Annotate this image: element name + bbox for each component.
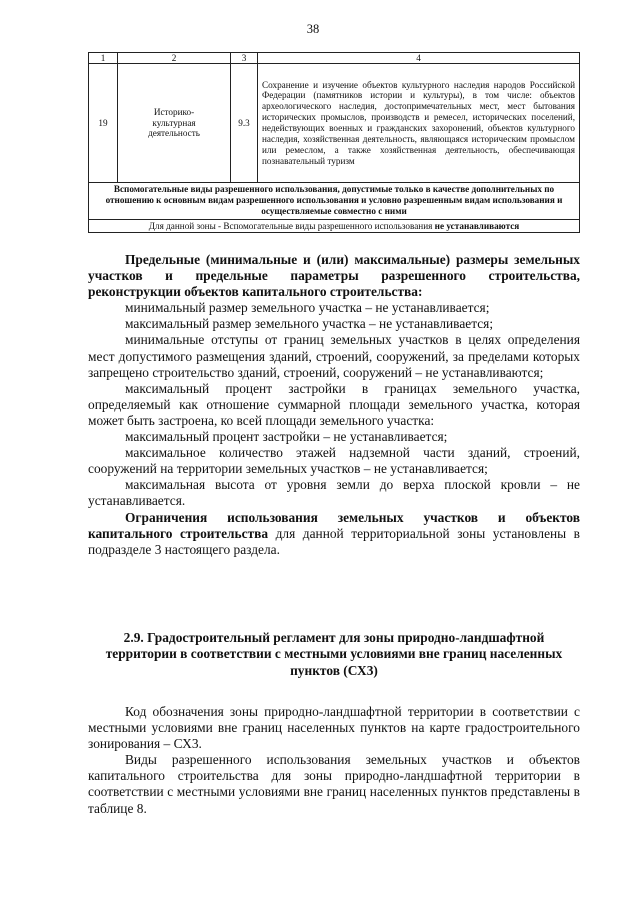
limits-item: минимальные отступы от границ земельных участков в целях определения мест допустимого размещения зданий, строений, сооружений, за пределами которых запрещено строительство зданий, строений, сооружений – не устанавливаются; (88, 332, 580, 380)
aux-uses-note (89, 219, 580, 232)
restrictions-rest: для данной территориальной зоны установлены в подразделе 3 настоящего раздела. (88, 525, 581, 557)
restrictions-paragraph (88, 510, 580, 558)
col-number-4: 4 (258, 53, 580, 64)
section-paragraph: Виды разрешенного использования земельных участков и объектов капитального строительства для зоны природно-ландшафтной территории в соответствии с местными условиями вне границ населенных пунктов представлены в таблице 8. (88, 752, 580, 816)
table-row (89, 64, 580, 183)
section-body (88, 704, 580, 817)
table-header-row (89, 53, 580, 64)
col-number-2: 2 (118, 53, 231, 64)
limits-item: минимальный размер земельного участка – не устанавливается; (125, 300, 490, 316)
row-number: 19 (89, 64, 118, 183)
col-number-1: 1 (89, 53, 118, 64)
page-number: 38 (306, 22, 320, 36)
aux-note-prefix: Для данной зоны - Вспомогательные виды разрешенного использования (148, 220, 435, 231)
limits-item: максимальный размер земельного участка – не устанавливается; (125, 316, 494, 332)
col-number-3: 3 (231, 53, 258, 64)
restrictions-bold: Ограничения использования земельных участков и объектов капитального строительства (88, 509, 580, 541)
limits-item: максимальный процент застройки – не устанавливается; (125, 429, 448, 445)
aux-header-row (89, 183, 580, 220)
section-heading: 2.9. Градостроительный регламент для зоны природно-ландшафтной территории в соответствии с местными условиями вне границ населенных пунктов (СХ3) (105, 630, 563, 678)
aux-note-row (89, 219, 580, 232)
aux-note-bold: не устанавливаются (434, 220, 520, 231)
limits-item: максимальное количество этажей надземной части зданий, строений, сооружений на территории земельных участков – не устанавливается; (88, 445, 580, 477)
limits-item: максимальная высота от уровня земли до верха плоской кровли – не устанавливается. (88, 477, 580, 509)
section-paragraph: Код обозначения зоны природно-ландшафтной территории в соответствии с местными условиями вне границ населенных пунктов на карте градостроительного зонирования – СХ3. (88, 704, 580, 752)
use-type-description: Сохранение и изучение объектов культурного наследия народов Российской Федерации (памятников истории и культуры), в том числе: объектов археологического наследия, достопримечательных мест, мест бытования исторических промыслов, производств и ремесел, исторических поселений, недействующих военных и гражданских захоронений, объектов культурного наследия, хозяйственная деятельность, являющаяся историческим промыслом или ремеслом, а также хозяйственная деятельность, обеспечивающая познавательный туризм (258, 64, 580, 183)
limits-item: максимальный процент застройки в границах земельного участка, определяемый как отношение суммарной площади земельного участка, которая может быть застроена, ко всей площади земельного участка: (88, 380, 580, 428)
limits-heading: Предельные (минимальные и (или) максимальные) размеры земельных участков и предельные параметры разрешенного строительства, реконструкции объектов капитального строительства: (88, 252, 580, 300)
use-type-name: Историко-культурная деятельность (118, 64, 231, 183)
limits-block (88, 252, 580, 558)
aux-uses-header: Вспомогательные виды разрешенного использования, допустимые только в качестве дополнительных по отношению к основным видам разрешенного использования и условно разрешенным видам использования и осуществляемые совместно с ними (89, 183, 580, 220)
land-use-table (88, 52, 580, 233)
use-type-code: 9.3 (231, 64, 258, 183)
